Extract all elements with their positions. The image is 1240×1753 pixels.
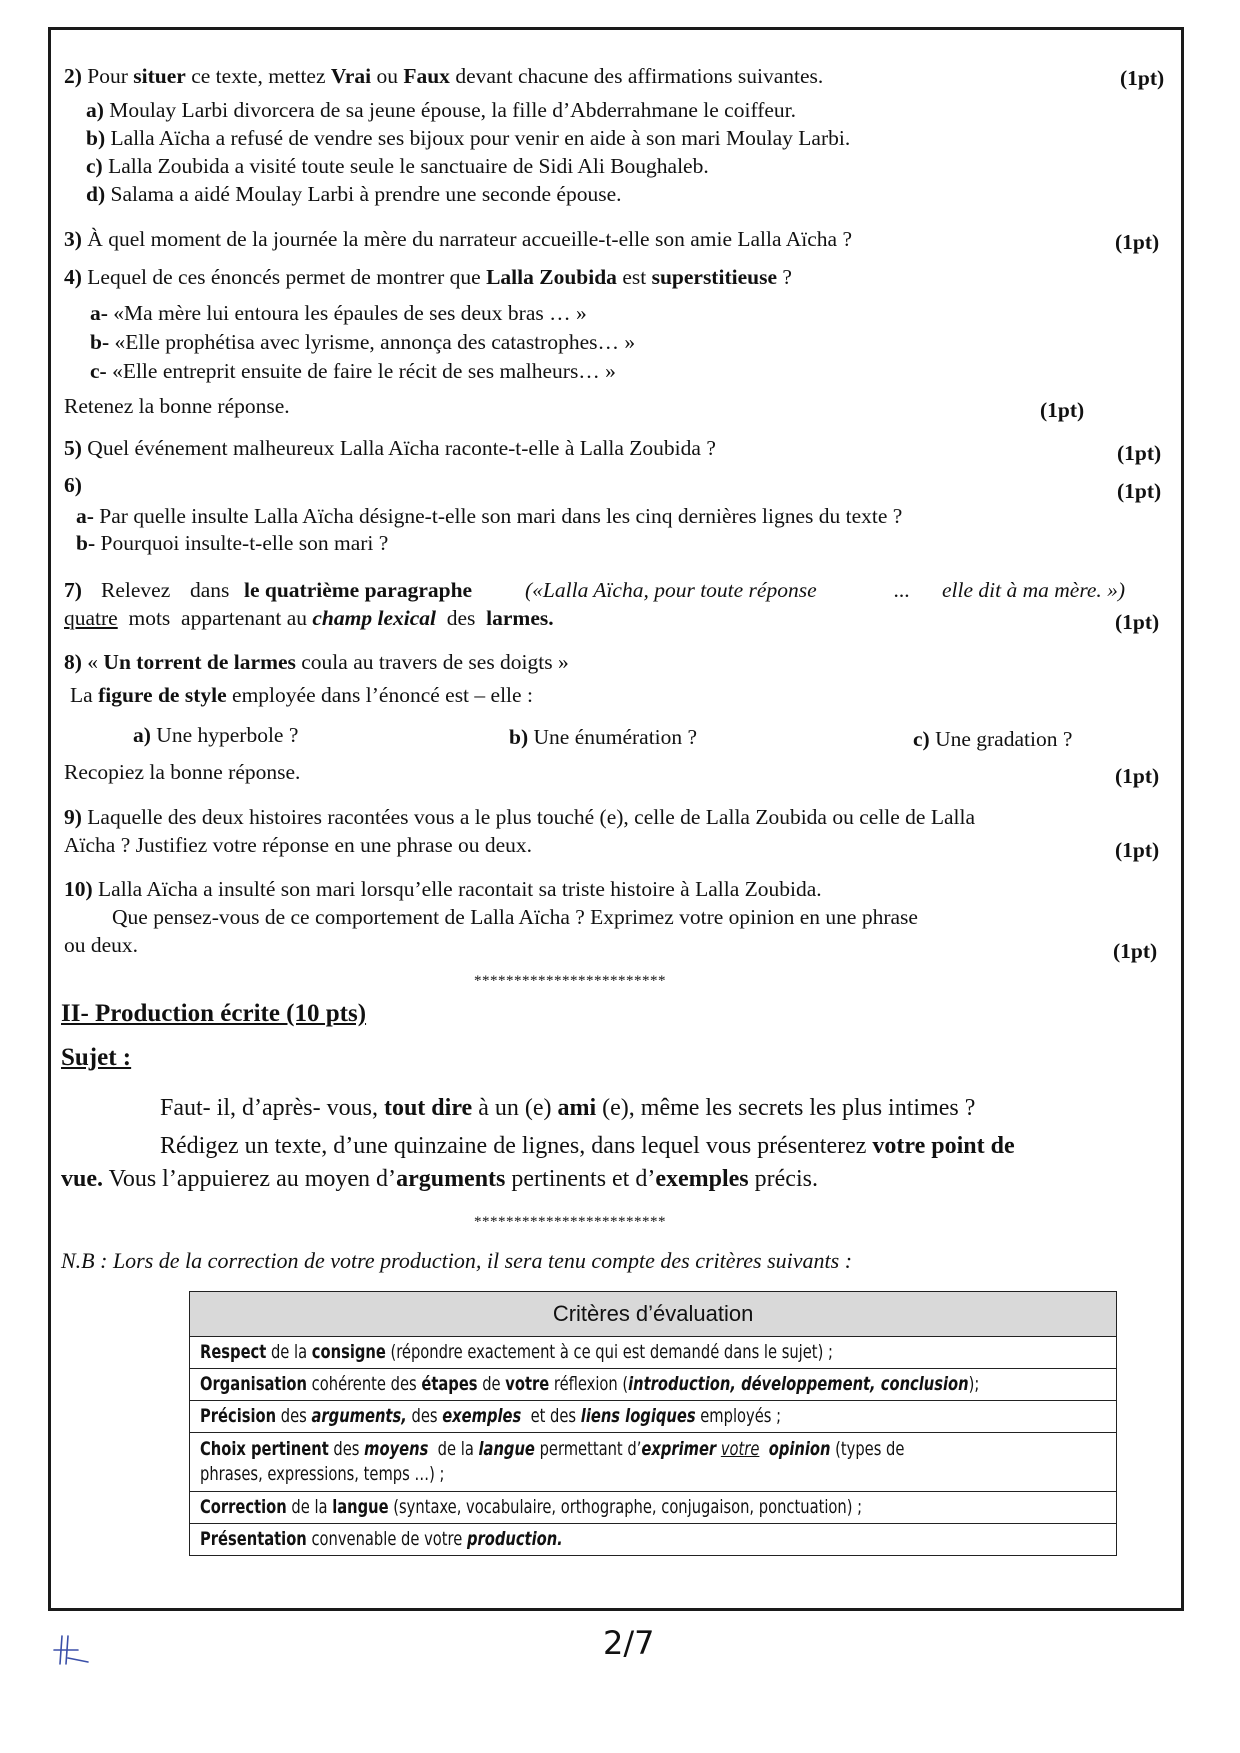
criteria-row-presentation: Présentation convenable de votre production. — [190, 1524, 1117, 1556]
q2-item-c: c) Lalla Zoubida a visité toute seule le sanctuaire de Sidi Ali Boughaleb. — [86, 154, 709, 178]
q8-figure-line: La figure de style employée dans l’énoncé est – elle : — [70, 683, 533, 707]
question-10: 10) Lalla Aïcha a insulté son mari lorsqu’elle racontait sa triste histoire à Lalla Zoubida. — [64, 877, 822, 901]
q10-line2: Que pensez-vous de ce comportement de Lalla Aïcha ? Exprimez votre opinion en une phrase — [112, 905, 918, 929]
q8-instruction: Recopiez la bonne réponse. — [64, 760, 301, 784]
question-5: 5) Quel événement malheureux Lalla Aïcha raconte-t-elle à Lalla Zoubida ? — [64, 436, 716, 460]
page-number: 2/7 — [603, 1624, 655, 1662]
question-2: 2) Pour situer ce texte, mettez Vrai ou Faux devant chacune des affirmations suivantes. — [64, 64, 824, 88]
q10-points: (1pt) — [1113, 939, 1158, 963]
q2-item-a: a) Moulay Larbi divorcera de sa jeune épouse, la fille d’Abderrahmane le coiffeur. — [86, 98, 797, 122]
q6-item-a: a- Par quelle insulte Lalla Aïcha désigne-t-elle son mari dans les cinq dernières lignes du texte ? — [76, 504, 903, 528]
sujet-line-1: Faut- il, d’après- vous, tout dire à un (e) ami (e), même les secrets les plus intimes ? — [160, 1095, 976, 1121]
section-2-title: II- Production écrite (10 pts) — [61, 1000, 367, 1027]
question-9: 9) Laquelle des deux histoires racontées vous a le plus touché (e), celle de Lalla Zoubida ou celle de Lalla — [64, 805, 976, 829]
q7-paragraph: le quatrième paragraphe — [244, 578, 473, 602]
q6-points: (1pt) — [1117, 479, 1162, 503]
q2-item-d: d) Salama a aidé Moulay Larbi à prendre une seconde épouse. — [86, 182, 622, 206]
q7-points: (1pt) — [1115, 610, 1160, 634]
q7-quote-end: elle dit à ma mère. ») — [942, 578, 1126, 602]
criteria-header: Critères d’évaluation — [190, 1292, 1117, 1337]
q7-num: 7) — [64, 578, 82, 602]
criteria-row-correction: Correction de la langue (syntaxe, vocabulaire, orthographe, conjugaison, ponctuation) ; — [190, 1492, 1117, 1524]
q2-item-b: b) Lalla Aïcha a refusé de vendre ses bijoux pour venir en aide à son mari Moulay Larbi. — [86, 126, 851, 150]
question-3: 3) À quel moment de la journée la mère du narrateur accueille-t-elle son amie Lalla Aïcha ? — [64, 227, 852, 251]
q4-option-b: b- «Elle prophétisa avec lyrisme, annonça des catastrophes… » — [90, 330, 636, 354]
q6-item-b: b- Pourquoi insulte-t-elle son mari ? — [76, 531, 389, 555]
sujet-line-2: Rédigez un texte, d’une quinzaine de lignes, dans lequel vous présenterez votre point de — [160, 1133, 1015, 1159]
q4-points: (1pt) — [1040, 398, 1085, 422]
criteria-row-choix: Choix pertinent des moyens de la langue permettant d’exprimer votre opinion (types de phrases, expressions, temps …) ; — [190, 1433, 1117, 1492]
criteria-table — [189, 1291, 1117, 1556]
initials-mark-icon — [48, 1628, 96, 1670]
q8-option-a: a) Une hyperbole ? — [133, 723, 299, 747]
q9-line2: Aïcha ? Justifiez votre réponse en une phrase ou deux. — [64, 833, 533, 857]
question-6: 6) — [64, 473, 82, 497]
sujet-line-3: vue. Vous l’appuierez au moyen d’arguments pertinents et d’exemples précis. — [61, 1166, 818, 1192]
q4-instruction: Retenez la bonne réponse. — [64, 394, 290, 418]
q7-dans: dans — [190, 578, 230, 602]
q5-points: (1pt) — [1117, 441, 1162, 465]
q8-option-b: b) Une énumération ? — [509, 725, 698, 749]
q8-points: (1pt) — [1115, 764, 1160, 788]
separator-2: ************************ — [474, 1214, 666, 1230]
nb-note: N.B : Lors de la correction de votre production, il sera tenu compte des critères suivants : — [61, 1248, 853, 1273]
separator-1: ************************ — [474, 973, 666, 989]
criteria-row-respect: Respect de la consigne (répondre exactement à ce qui est demandé dans le sujet) ; — [190, 1337, 1117, 1369]
q2-points: (1pt) — [1120, 66, 1165, 90]
criteria-row-organisation: Organisation cohérente des étapes de votre réflexion (introduction, développement, conclusion); — [190, 1369, 1117, 1401]
q3-points: (1pt) — [1115, 230, 1160, 254]
sujet-label: Sujet : — [61, 1044, 132, 1071]
q7-quote-start: («Lalla Aïcha, pour toute réponse — [525, 578, 817, 602]
q4-option-c: c- «Elle entreprit ensuite de faire le récit de ses malheurs… » — [90, 359, 616, 383]
q4-option-a: a- «Ma mère lui entoura les épaules de ses deux bras … » — [90, 301, 587, 325]
question-8: 8) « Un torrent de larmes coula au travers de ses doigts » — [64, 650, 569, 674]
criteria-row-precision: Précision des arguments, des exemples et des liens logiques employés ; — [190, 1401, 1117, 1433]
q9-points: (1pt) — [1115, 838, 1160, 862]
q7-line2: quatre mots appartenant au champ lexical des larmes. — [64, 606, 554, 630]
question-4: 4) Lequel de ces énoncés permet de montrer que Lalla Zoubida est superstitieuse ? — [64, 265, 792, 289]
q7-relevez: Relevez — [101, 578, 171, 602]
q8-option-c: c) Une gradation ? — [913, 727, 1073, 751]
q10-line3: ou deux. — [64, 933, 139, 957]
q7-ellipsis: ... — [894, 578, 911, 602]
